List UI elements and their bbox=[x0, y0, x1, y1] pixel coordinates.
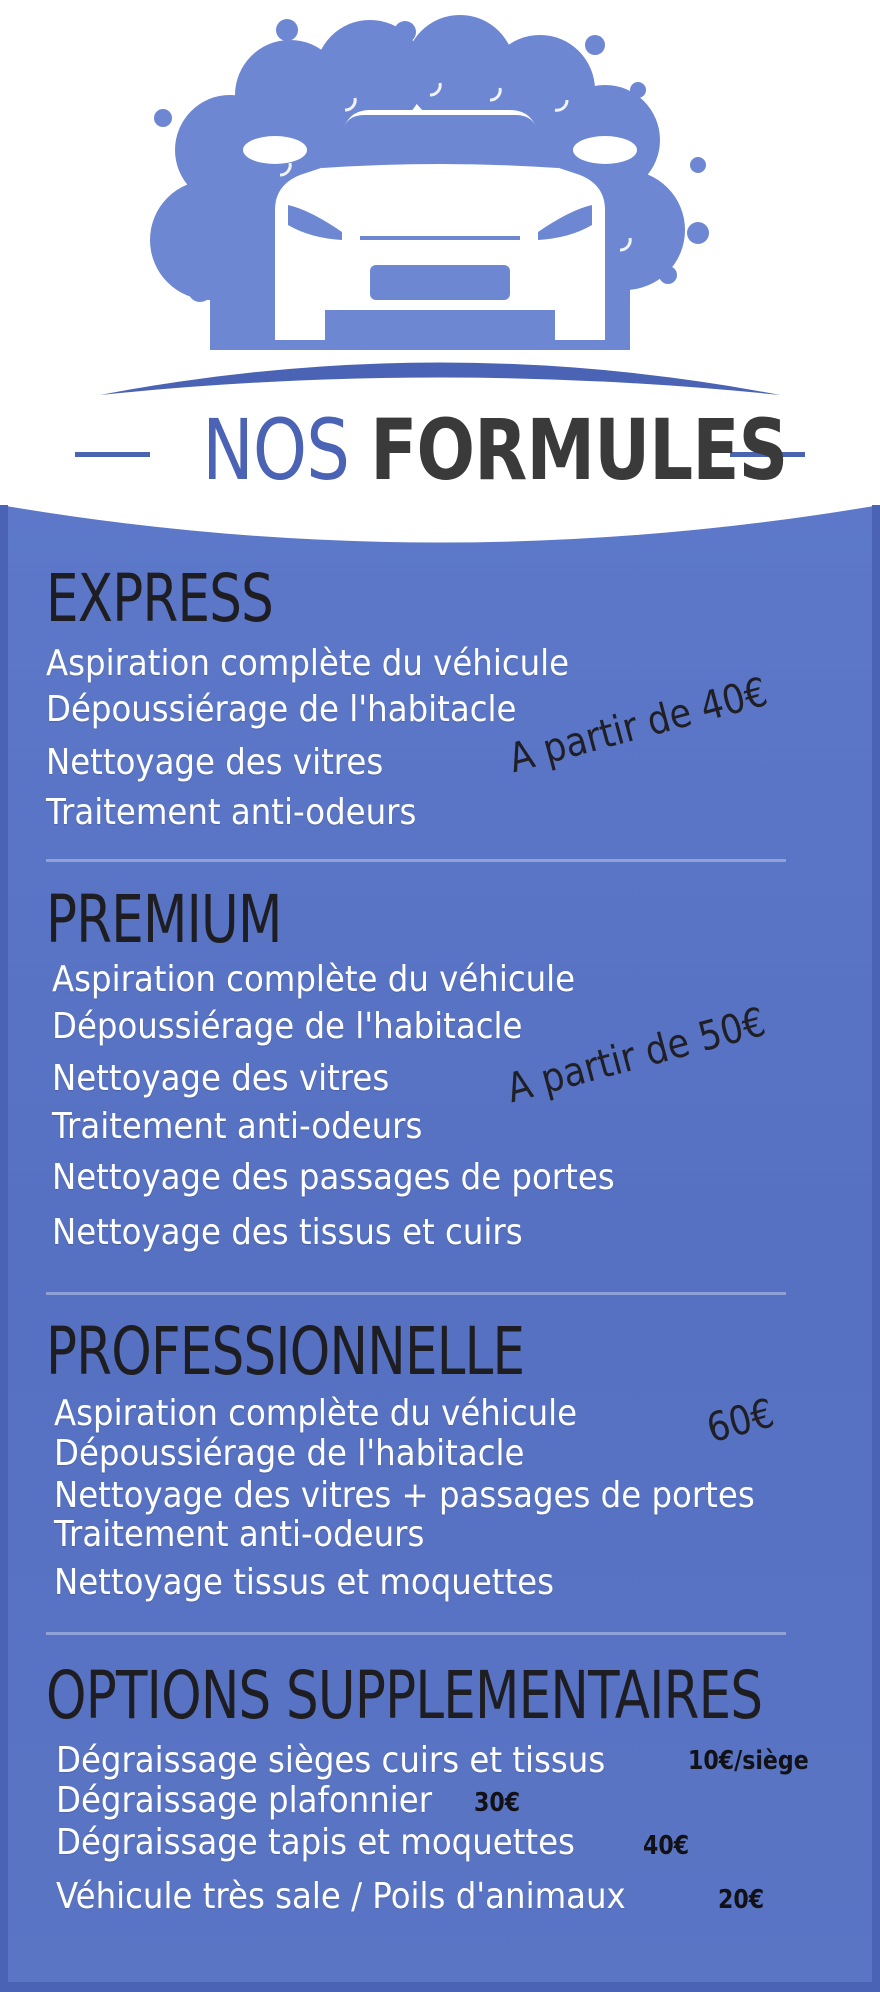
section-title-premium: PREMIUM bbox=[46, 881, 282, 958]
divider bbox=[46, 1632, 786, 1635]
list-item: Nettoyage des passages de portes bbox=[52, 1157, 615, 1198]
list-item: Traitement anti-odeurs bbox=[46, 792, 417, 833]
list-item: Nettoyage des vitres bbox=[46, 742, 384, 783]
price-premium: A partir de 50€ bbox=[502, 999, 771, 1113]
title-nos: NOS bbox=[202, 401, 350, 499]
option-label: Dégraissage plafonnier bbox=[56, 1780, 433, 1821]
list-item: Aspiration complète du véhicule bbox=[52, 959, 576, 1000]
option-label: Dégraissage tapis et moquettes bbox=[56, 1822, 575, 1863]
list-item: Nettoyage des tissus et cuirs bbox=[52, 1212, 523, 1253]
title-line-left bbox=[75, 452, 150, 457]
list-item: Dépoussiérage de l'habitacle bbox=[52, 1006, 523, 1047]
option-label: Dégraissage sièges cuirs et tissus bbox=[56, 1740, 606, 1781]
page-title bbox=[202, 395, 788, 505]
list-item: Nettoyage tissus et moquettes bbox=[54, 1562, 554, 1603]
list-item: Aspiration complète du véhicule bbox=[46, 643, 570, 684]
option-label: Véhicule très sale / Poils d'animaux bbox=[56, 1876, 626, 1917]
price-express: A partir de 40€ bbox=[504, 669, 773, 783]
list-item: Nettoyage des vitres bbox=[52, 1058, 390, 1099]
option-price: 10€/siège bbox=[688, 1746, 809, 1776]
divider bbox=[46, 1292, 786, 1295]
list-item: Dépoussiérage de l'habitacle bbox=[46, 689, 517, 730]
list-item: Traitement anti-odeurs bbox=[52, 1106, 423, 1147]
divider bbox=[46, 859, 786, 862]
option-price: 40€ bbox=[643, 1831, 690, 1861]
list-item: Dépoussiérage de l'habitacle bbox=[54, 1433, 525, 1474]
list-item: Aspiration complète du véhicule bbox=[54, 1393, 578, 1434]
car-wash-icon bbox=[60, 0, 820, 410]
price-professionnelle: 60€ bbox=[702, 1390, 779, 1453]
section-title-options: OPTIONS SUPPLEMENTAIRES bbox=[46, 1657, 763, 1734]
section-title-professionnelle: PROFESSIONNELLE bbox=[46, 1313, 525, 1390]
list-item: Traitement anti-odeurs bbox=[54, 1514, 425, 1555]
option-price: 20€ bbox=[718, 1885, 765, 1915]
list-item: Nettoyage des vitres + passages de portes bbox=[54, 1475, 755, 1516]
option-price: 30€ bbox=[474, 1788, 521, 1818]
section-title-express: EXPRESS bbox=[46, 560, 274, 637]
title-formules: FORMULES bbox=[370, 401, 788, 499]
